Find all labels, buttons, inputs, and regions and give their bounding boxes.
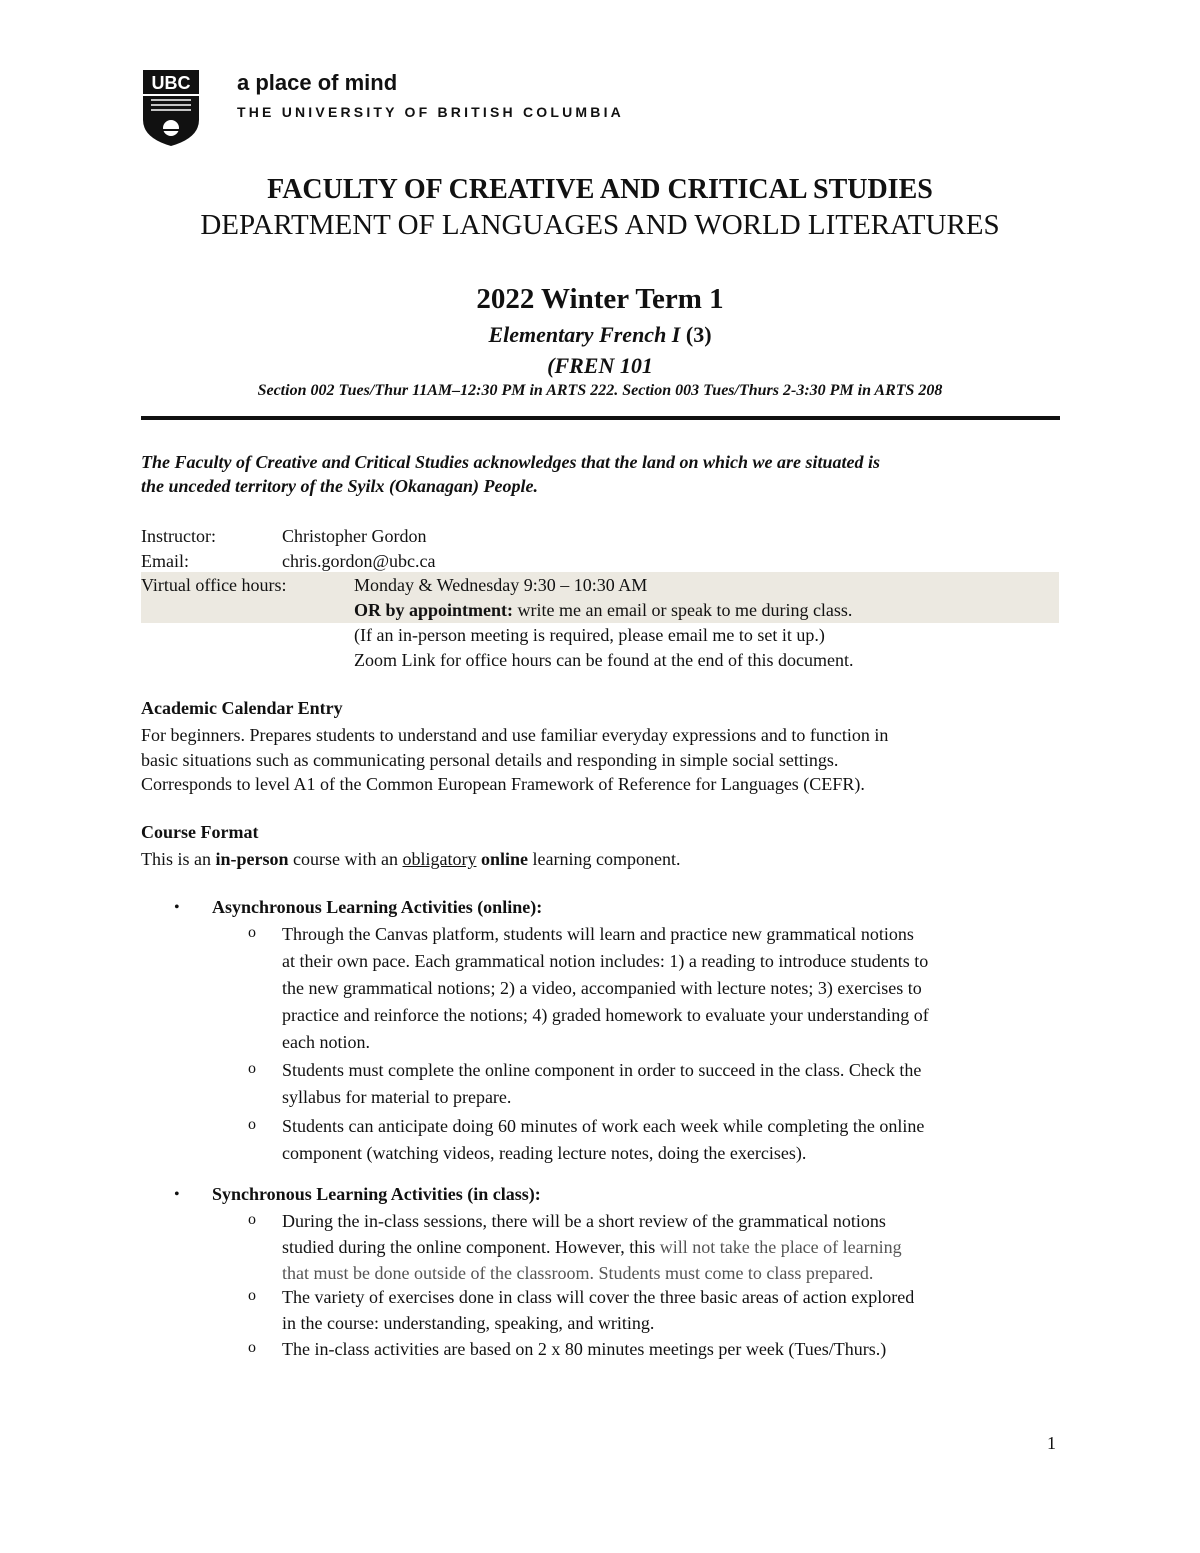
async-item	[282, 921, 1062, 1056]
item-line: that must be done outside of the classroom. Students must come to class prepared.	[282, 1263, 874, 1283]
bullet-icon: •	[174, 1186, 180, 1203]
office-hours-label: Virtual office hours:	[141, 575, 287, 595]
faculty-title: FACULTY OF CREATIVE AND CRITICAL STUDIES	[267, 174, 933, 205]
sub-bullet-icon: o	[248, 1339, 256, 1356]
department-title: DEPARTMENT OF LANGUAGES AND WORLD LITERATURES	[200, 209, 1000, 241]
page-number: 1	[1047, 1433, 1056, 1453]
calendar-line: For beginners. Prepares students to understand and use familiar everyday expressions and to function in	[141, 725, 889, 745]
instructor-label: Instructor:	[141, 526, 216, 546]
intro-text: learning component.	[528, 849, 681, 869]
async-heading: Asynchronous Learning Activities (online):	[212, 897, 543, 917]
email-link[interactable]: chris.gordon@ubc.ca	[282, 551, 436, 571]
item-line: at their own pace. Each grammatical notion includes: 1) a reading to introduce students to	[282, 951, 929, 971]
appointment-bold: OR by appointment:	[354, 600, 514, 620]
item-line: The variety of exercises done in class will cover the three basic areas of action explored	[282, 1287, 915, 1307]
calendar-text	[141, 723, 1061, 797]
course-code: (FREN 101	[547, 353, 653, 378]
appointment-note	[354, 598, 852, 622]
item-text: studied during the online component. However, this	[282, 1237, 656, 1257]
item-line: each notion.	[282, 1032, 370, 1052]
intro-online: online	[476, 849, 528, 869]
async-item	[282, 1113, 1062, 1167]
item-line: Students must complete the online component in order to succeed in the class. Check the	[282, 1060, 922, 1080]
appointment-rest: write me an email or speak to me during class.	[513, 600, 853, 620]
zoom-note: Zoom Link for office hours can be found at the end of this document.	[354, 650, 854, 670]
sub-bullet-icon: o	[248, 1060, 256, 1077]
item-line: During the in-class sessions, there will be a short review of the grammatical notions	[282, 1211, 886, 1231]
course-credits: (3)	[685, 322, 712, 347]
svg-text:UBC: UBC	[151, 73, 191, 93]
header-divider	[141, 416, 1060, 420]
sync-item	[282, 1208, 1062, 1286]
ubc-crest-logo	[143, 70, 199, 146]
course-title	[140, 322, 1060, 348]
sub-bullet-icon: o	[248, 1211, 256, 1228]
format-heading: Course Format	[141, 822, 259, 842]
item-line: Students can anticipate doing 60 minutes of work each week while completing the online	[282, 1116, 925, 1136]
tagline: a place of mind	[237, 70, 398, 95]
item-line: Through the Canvas platform, students will learn and practice new grammatical notions	[282, 924, 914, 944]
sync-item	[282, 1284, 1062, 1336]
university-name: THE UNIVERSITY OF BRITISH COLUMBIA	[237, 104, 624, 120]
sub-bullet-icon: o	[248, 924, 256, 941]
office-hours-value: Monday & Wednesday 9:30 – 10:30 AM	[354, 575, 648, 595]
sub-bullet-icon: o	[248, 1116, 256, 1133]
ack-line: The Faculty of Creative and Critical Studies acknowledges that the land on which we are situated is	[141, 452, 881, 472]
item-line: the new grammatical notions; 2) a video, accompanied with lecture notes; 3) exercises to	[282, 978, 922, 998]
calendar-heading: Academic Calendar Entry	[141, 698, 343, 718]
intro-text: course with an	[288, 849, 403, 869]
ack-line: the unceded territory of the Syilx (Okanagan) People.	[141, 476, 538, 496]
item-line: in the course: understanding, speaking, and writing.	[282, 1313, 655, 1333]
item-line	[282, 1234, 1062, 1260]
format-intro	[141, 847, 1061, 872]
item-line: The in-class activities are based on 2 x 80 minutes meetings per week (Tues/Thurs.)	[282, 1339, 887, 1359]
sync-heading: Synchronous Learning Activities (in class):	[212, 1184, 541, 1204]
instructor-value: Christopher Gordon	[282, 526, 427, 546]
item-line: syllabus for material to prepare.	[282, 1087, 512, 1107]
intro-in-person: in-person	[215, 849, 289, 869]
bullet-icon: •	[174, 899, 180, 916]
async-item	[282, 1057, 1062, 1111]
item-text-soft: will not take the place of learning	[655, 1237, 902, 1257]
item-line: practice and reinforce the notions; 4) graded homework to evaluate your understanding of	[282, 1005, 929, 1025]
calendar-line: basic situations such as communicating personal details and responding in simple social settings.	[141, 749, 839, 770]
land-acknowledgement	[141, 450, 1061, 498]
course-name: Elementary French I	[488, 322, 681, 347]
sub-bullet-icon: o	[248, 1287, 256, 1304]
in-person-note: (If an in-person meeting is required, please email me to set it up.)	[354, 625, 825, 645]
calendar-line: Corresponds to level A1 of the Common European Framework of Reference for Languages (CEFR).	[141, 774, 865, 795]
section-schedule: Section 002 Tues/Thur 11AM–12:30 PM in ARTS 222. Section 003 Tues/Thurs 2-3:30 PM in ARTS 208	[257, 382, 943, 399]
email-label: Email:	[141, 551, 189, 571]
item-line: component (watching videos, reading lecture notes, doing the exercises).	[282, 1143, 807, 1163]
intro-obligatory: obligatory	[402, 849, 477, 869]
term-title: 2022 Winter Term 1	[476, 283, 724, 315]
intro-text: This is an	[141, 849, 216, 869]
sync-item	[282, 1336, 1062, 1362]
